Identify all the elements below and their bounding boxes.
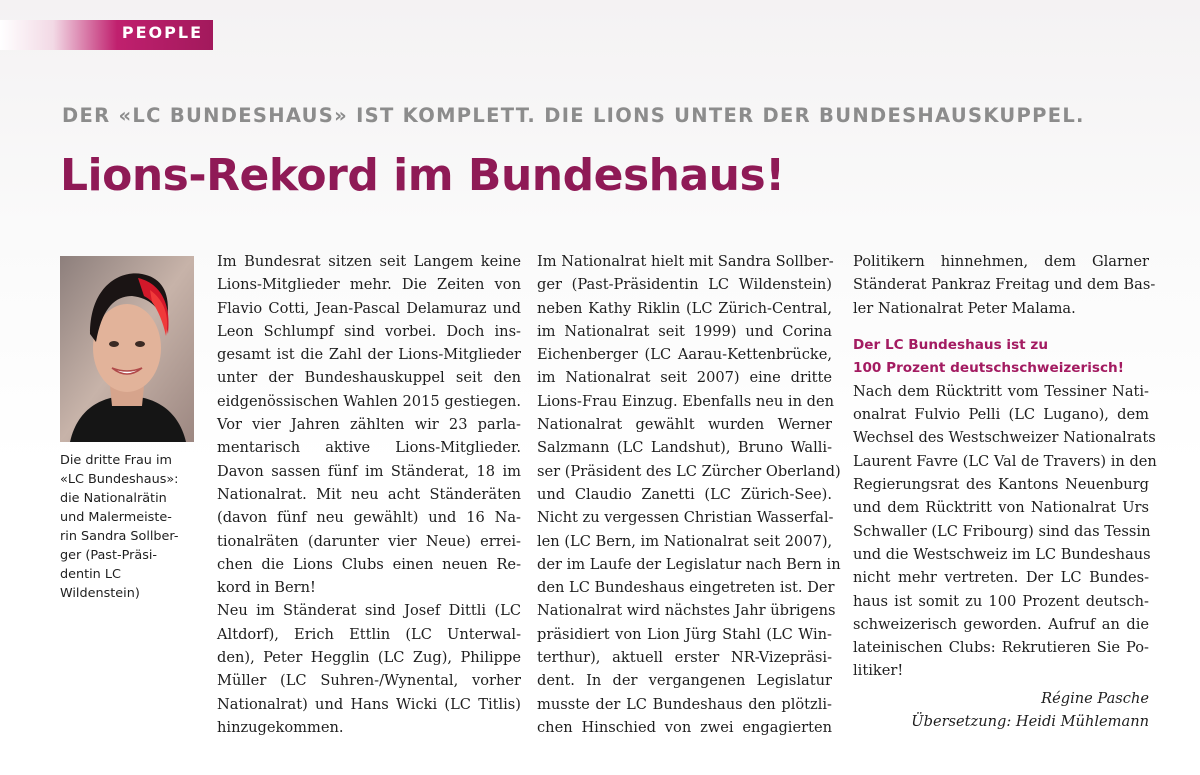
page-title: Lions-Rekord im Bundeshaus!	[60, 150, 785, 201]
body-line: ser (Präsident des LC Zürcher Oberland)	[537, 462, 841, 480]
body-line: ler Nationalrat Peter Malama.	[853, 299, 1076, 317]
body-line: unter der Bundeshauskuppel seit den	[217, 369, 521, 387]
body-line: len (LC Bern, im Nationalrat seit 2007),	[537, 532, 833, 550]
body-line: Nationalrat wird nächstes Jahr übrigens	[537, 602, 836, 620]
body-line: kord in Bern!	[217, 579, 316, 597]
body-line: Laurent Favre (LC Val de Travers) in den	[853, 452, 1157, 470]
body-line: ger (Past-Präsidentin LC Wildenstein)	[537, 276, 832, 294]
caption-line: rin Sandra Sollber-	[60, 529, 179, 544]
body-line: Regierungsrat des Kantons Neuenburg	[853, 476, 1149, 494]
caption-line: ger (Past-Präsi-	[60, 548, 158, 563]
body-line: Leon Schlumpf sind vorbei. Doch ins-	[217, 322, 521, 340]
body-line: (davon fünf neu gewählt) und 16 Na-	[217, 509, 521, 527]
body-line: Salzmann (LC Landshut), Bruno Walli-	[537, 439, 832, 457]
body-line: litiker!	[853, 662, 904, 680]
article-column-2	[537, 250, 841, 739]
body-line: nicht mehr vertreten. Der LC Bundes-	[853, 569, 1149, 587]
body-line: Nationalrat gewählt wurden Werner	[537, 416, 832, 434]
body-line: und die Westschweiz im LC Bundeshaus	[853, 545, 1151, 563]
body-line: und Claudio Zanetti (LC Zürich-See).	[537, 485, 832, 503]
body-line: Nach dem Rücktritt vom Tessiner Nati-	[853, 382, 1149, 400]
body-line: Ständerat Pankraz Freitag und dem Bas-	[853, 276, 1156, 294]
body-line: Nationalrat. Mit neu acht Ständeräten	[217, 485, 521, 503]
body-line: im Nationalrat seit 2007) eine dritte	[537, 369, 832, 387]
caption-line: dentin LC	[60, 567, 121, 582]
body-line: der im Laufe der Legislatur nach Bern in	[537, 555, 841, 573]
caption-line: Die dritte Frau im	[60, 453, 172, 468]
body-line: den LC Bundeshaus eingetreten ist. Der	[537, 579, 835, 597]
body-line: Nationalrat) und Hans Wicki (LC Titlis)	[217, 695, 521, 713]
body-line: den), Peter Hegglin (LC Zug), Philippe	[217, 649, 521, 667]
body-line: Politikern hinnehmen, dem Glarner	[853, 253, 1149, 270]
photo-caption	[60, 451, 204, 603]
body-line: schweizerisch geworden. Aufruf an die	[853, 615, 1149, 633]
caption-line: Wildenstein)	[60, 586, 140, 601]
body-line: chen die Lions Clubs einen neuen Re-	[217, 555, 521, 573]
body-line: Altdorf), Erich Ettlin (LC Unterwal-	[217, 625, 521, 643]
body-line: Vor vier Jahren zählten wir 23 parla-	[217, 416, 521, 434]
translator-credit: Übersetzung: Heidi Mühlemann	[911, 713, 1149, 731]
caption-line: und Malermeiste-	[60, 510, 172, 525]
body-line: tionalräten (darunter vier Neue) errei-	[217, 532, 521, 550]
caption-line: die Nationalrätin	[60, 491, 167, 506]
body-line: onalrat Fulvio Pelli (LC Lugano), dem	[853, 406, 1149, 424]
body-line: terthur), aktuell erster NR-Vizepräsi-	[537, 649, 832, 667]
body-line: Schwaller (LC Fribourg) sind das Tessin	[853, 522, 1151, 540]
body-line: Eichenberger (LC Aarau-Kettenbrücke,	[537, 346, 832, 364]
subheading-line: Der LC Bundeshaus ist zu	[853, 336, 1048, 353]
body-line: Davon sassen fünf im Ständerat, 18 im	[217, 462, 521, 480]
body-line: chen Hinschied von zwei engagierten	[537, 718, 832, 736]
portrait-photo	[60, 256, 194, 442]
body-line: Wechsel des Westschweizer Nationalrats	[853, 429, 1156, 447]
body-line: mentarisch aktive Lions-Mitglieder.	[217, 439, 521, 457]
body-line: haus ist somit zu 100 Prozent deutsch-	[853, 592, 1149, 610]
section-tab	[0, 20, 213, 50]
article-column-3	[853, 250, 1157, 733]
body-line: eidgenössischen Wahlen 2015 gestiegen.	[217, 392, 521, 410]
article-column-1	[217, 250, 521, 739]
subheading	[853, 334, 1149, 380]
body-line: Nicht zu vergessen Christian Wasserfal-	[537, 509, 834, 527]
body-line: Müller (LC Suhren-/Wynental, vorher	[217, 672, 521, 690]
body-line: und dem Rücktritt von Nationalrat Urs	[853, 499, 1149, 517]
body-line: Lions-Mitglieder mehr. Die Zeiten von	[217, 276, 521, 294]
caption-line: «LC Bundeshaus»:	[60, 472, 179, 487]
subheading-line: 100 Prozent deutschschweizerisch!	[853, 359, 1124, 376]
body-line: Lions-Frau Einzug. Ebenfalls neu in den	[537, 392, 834, 410]
body-line: hinzugekommen.	[217, 718, 344, 736]
body-line: Im Bundesrat sitzen seit Langem keine	[217, 253, 521, 270]
body-line: Neu im Ständerat sind Josef Dittli (LC	[217, 602, 521, 620]
kicker: DER «LC BUNDESHAUS» IST KOMPLETT. DIE LIONS UNTER DER BUNDESHAUSKUPPEL.	[62, 104, 1085, 127]
body-line: musste der LC Bundeshaus den plötzli-	[537, 695, 832, 713]
body-line: im Nationalrat seit 1999) und Corina	[537, 322, 832, 340]
author-name: Régine Pasche	[1041, 689, 1149, 707]
body-line: präsidiert von Lion Jürg Stahl (LC Win-	[537, 625, 832, 643]
body-line: neben Kathy Riklin (LC Zürich-Central,	[537, 299, 832, 317]
body-line: dent. In der vergangenen Legislatur	[537, 672, 832, 690]
signature-block	[853, 687, 1149, 734]
body-line: lateinischen Clubs: Rekrutieren Sie Po-	[853, 639, 1149, 657]
section-label: PEOPLE	[121, 23, 203, 42]
body-line: Flavio Cotti, Jean-Pascal Delamuraz und	[217, 299, 521, 317]
portrait-illustration	[60, 256, 194, 442]
body-line: gesamt ist die Zahl der Lions-Mitglieder	[217, 346, 521, 364]
body-line: Im Nationalrat hielt mit Sandra Sollber-	[537, 253, 834, 270]
